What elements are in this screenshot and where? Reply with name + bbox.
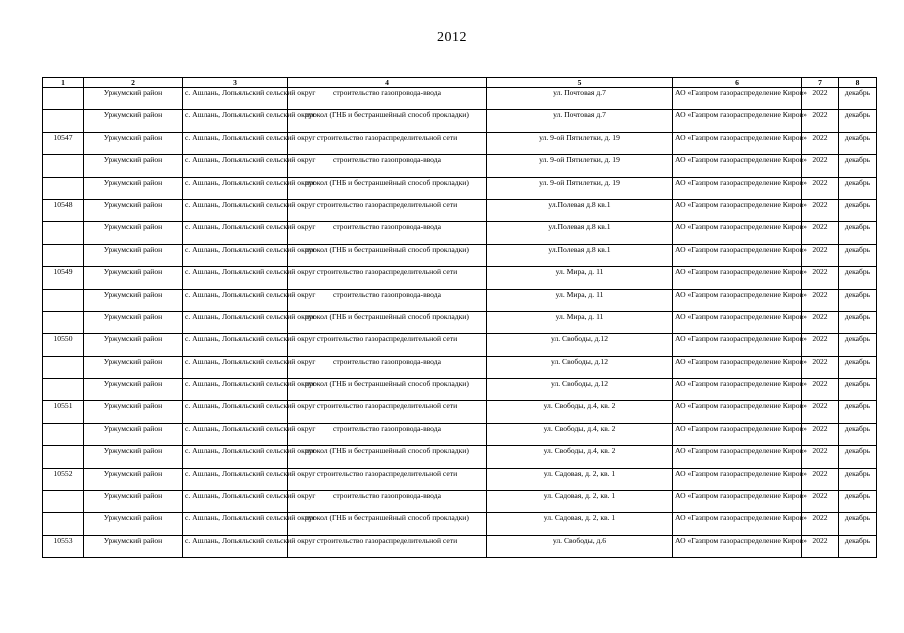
organization-cell: АО «Газпром газораспределение Киров» [673,88,802,110]
table-row [43,423,877,445]
work-type-cell: прокол (ГНБ и бестраншейный способ прокладки) [288,446,487,468]
settlement-cell: с. Ашлань, Лопьяльский сельский округ [183,423,288,445]
row-number-cell: 10548 [43,199,84,221]
year-cell: 2022 [802,513,839,535]
work-type-cell: строительство газопровода-ввода [288,88,487,110]
address-cell: ул. Свободы, д.4, кв. 2 [487,401,673,423]
organization-cell: АО «Газпром газораспределение Киров» [673,535,802,557]
organization-cell: АО «Газпром газораспределение Киров» [673,289,802,311]
row-number-cell [43,289,84,311]
organization-cell: АО «Газпром газораспределение Киров» [673,491,802,513]
work-type-cell: прокол (ГНБ и бестраншейный способ прокладки) [288,177,487,199]
year-cell: 2022 [802,155,839,177]
district-cell: Уржумский район [84,88,183,110]
month-cell: декабрь [839,311,877,333]
header-cell-7: 7 [802,78,839,88]
month-cell: декабрь [839,244,877,266]
organization-cell: АО «Газпром газораспределение Киров» [673,401,802,423]
district-cell: Уржумский район [84,244,183,266]
row-number-cell: 10553 [43,535,84,557]
month-cell: декабрь [839,379,877,401]
row-number-cell [43,222,84,244]
organization-cell: АО «Газпром газораспределение Киров» [673,311,802,333]
work-type-cell: прокол (ГНБ и бестраншейный способ прокладки) [288,379,487,401]
work-type-cell: строительство газопровода-ввода [288,491,487,513]
work-type-cell: строительство газораспределительной сети [288,267,487,289]
settlement-cell: с. Ашлань, Лопьяльский сельский округ [183,379,288,401]
year-cell: 2022 [802,88,839,110]
settlement-cell: с. Ашлань, Лопьяльский сельский округ [183,513,288,535]
table-body [43,88,877,558]
table-row [43,244,877,266]
year-cell: 2022 [802,110,839,132]
address-cell: ул. Свободы, д.4, кв. 2 [487,423,673,445]
settlement-cell: с. Ашлань, Лопьяльский сельский округ [183,401,288,423]
table-row [43,513,877,535]
table-row [43,88,877,110]
month-cell: декабрь [839,491,877,513]
table-row [43,199,877,221]
settlement-cell: с. Ашлань, Лопьяльский сельский округ [183,199,288,221]
organization-cell: АО «Газпром газораспределение Киров» [673,267,802,289]
year-cell: 2022 [802,199,839,221]
year-cell: 2022 [802,267,839,289]
settlement-cell: с. Ашлань, Лопьяльский сельский округ [183,110,288,132]
month-cell: декабрь [839,88,877,110]
address-cell: ул. Садовая, д. 2, кв. 1 [487,468,673,490]
settlement-cell: с. Ашлань, Лопьяльский сельский округ [183,222,288,244]
header-cell-6: 6 [673,78,802,88]
month-cell: декабрь [839,423,877,445]
settlement-cell: с. Ашлань, Лопьяльский сельский округ [183,177,288,199]
year-cell: 2022 [802,177,839,199]
year-cell: 2022 [802,401,839,423]
year-cell: 2022 [802,535,839,557]
year-cell: 2022 [802,491,839,513]
work-type-cell: строительство газораспределительной сети [288,199,487,221]
organization-cell: АО «Газпром газораспределение Киров» [673,110,802,132]
settlement-cell: с. Ашлань, Лопьяльский сельский округ [183,334,288,356]
header-row [43,78,877,88]
work-type-cell: прокол (ГНБ и бестраншейный способ прокладки) [288,311,487,333]
work-type-cell: строительство газопровода-ввода [288,289,487,311]
month-cell: декабрь [839,356,877,378]
month-cell: декабрь [839,513,877,535]
work-type-cell: строительство газопровода-ввода [288,222,487,244]
table-row [43,311,877,333]
organization-cell: АО «Газпром газораспределение Киров» [673,446,802,468]
settlement-cell: с. Ашлань, Лопьяльский сельский округ [183,132,288,154]
district-cell: Уржумский район [84,222,183,244]
district-cell: Уржумский район [84,446,183,468]
row-number-cell [43,513,84,535]
row-number-cell [43,446,84,468]
address-cell: ул. Свободы, д.12 [487,379,673,401]
district-cell: Уржумский район [84,356,183,378]
settlement-cell: с. Ашлань, Лопьяльский сельский округ [183,491,288,513]
work-type-cell: прокол (ГНБ и бестраншейный способ прокладки) [288,110,487,132]
organization-cell: АО «Газпром газораспределение Киров» [673,423,802,445]
organization-cell: АО «Газпром газораспределение Киров» [673,132,802,154]
work-type-cell: строительство газораспределительной сети [288,401,487,423]
district-cell: Уржумский район [84,177,183,199]
header-cell-2: 2 [84,78,183,88]
header-cell-1: 1 [43,78,84,88]
organization-cell: АО «Газпром газораспределение Киров» [673,379,802,401]
table-row [43,468,877,490]
district-cell: Уржумский район [84,132,183,154]
row-number-cell: 10552 [43,468,84,490]
row-number-cell [43,356,84,378]
table-row [43,535,877,557]
month-cell: декабрь [839,446,877,468]
district-cell: Уржумский район [84,423,183,445]
page-number: 2012 [437,30,467,45]
row-number-cell [43,88,84,110]
header-cell-5: 5 [487,78,673,88]
district-cell: Уржумский район [84,513,183,535]
organization-cell: АО «Газпром газораспределение Киров» [673,155,802,177]
address-cell: ул. Свободы, д.12 [487,334,673,356]
work-type-cell: строительство газораспределительной сети [288,535,487,557]
address-cell: ул. Садовая, д. 2, кв. 1 [487,491,673,513]
address-cell: ул. Садовая, д. 2, кв. 1 [487,513,673,535]
work-type-cell: строительство газораспределительной сети [288,334,487,356]
table-row [43,446,877,468]
settlement-cell: с. Ашлань, Лопьяльский сельский округ [183,88,288,110]
district-cell: Уржумский район [84,401,183,423]
row-number-cell [43,311,84,333]
address-cell: ул.Полевая д.8 кв.1 [487,244,673,266]
settlement-cell: с. Ашлань, Лопьяльский сельский округ [183,446,288,468]
year-cell: 2022 [802,379,839,401]
address-cell: ул. Мира, д. 11 [487,267,673,289]
settlement-cell: с. Ашлань, Лопьяльский сельский округ [183,289,288,311]
work-type-cell: строительство газопровода-ввода [288,423,487,445]
month-cell: декабрь [839,267,877,289]
address-cell: ул. Почтовая д.7 [487,110,673,132]
table-row [43,334,877,356]
address-cell: ул. Свободы, д.6 [487,535,673,557]
header-cell-4: 4 [288,78,487,88]
district-cell: Уржумский район [84,379,183,401]
work-type-cell: прокол (ГНБ и бестраншейный способ прокладки) [288,513,487,535]
table-row [43,401,877,423]
district-cell: Уржумский район [84,535,183,557]
row-number-cell: 10549 [43,267,84,289]
row-number-cell: 10551 [43,401,84,423]
month-cell: декабрь [839,110,877,132]
row-number-cell: 10550 [43,334,84,356]
address-cell: ул. Мира, д. 11 [487,311,673,333]
month-cell: декабрь [839,289,877,311]
row-number-cell [43,379,84,401]
district-cell: Уржумский район [84,267,183,289]
district-cell: Уржумский район [84,110,183,132]
organization-cell: АО «Газпром газораспределение Киров» [673,513,802,535]
year-cell: 2022 [802,244,839,266]
address-cell: ул.Полевая д.8 кв.1 [487,222,673,244]
organization-cell: АО «Газпром газораспределение Киров» [673,244,802,266]
address-cell: ул. Свободы, д.4, кв. 2 [487,446,673,468]
row-number-cell [43,155,84,177]
table-row [43,155,877,177]
row-number-cell [43,110,84,132]
header-cell-8: 8 [839,78,877,88]
row-number-cell [43,177,84,199]
district-cell: Уржумский район [84,311,183,333]
month-cell: декабрь [839,468,877,490]
year-cell: 2022 [802,334,839,356]
month-cell: декабрь [839,222,877,244]
organization-cell: АО «Газпром газораспределение Киров» [673,177,802,199]
organization-cell: АО «Газпром газораспределение Киров» [673,468,802,490]
address-cell: ул. 9-ой Пятилетки, д. 19 [487,132,673,154]
settlement-cell: с. Ашлань, Лопьяльский сельский округ [183,311,288,333]
month-cell: декабрь [839,155,877,177]
year-cell: 2022 [802,468,839,490]
year-cell: 2022 [802,423,839,445]
organization-cell: АО «Газпром газораспределение Киров» [673,199,802,221]
month-cell: декабрь [839,535,877,557]
district-cell: Уржумский район [84,334,183,356]
work-type-cell: строительство газораспределительной сети [288,132,487,154]
row-number-cell [43,423,84,445]
district-cell: Уржумский район [84,155,183,177]
table-row [43,491,877,513]
year-cell: 2022 [802,446,839,468]
district-cell: Уржумский район [84,289,183,311]
row-number-cell: 10547 [43,132,84,154]
settlement-cell: с. Ашлань, Лопьяльский сельский округ [183,535,288,557]
table-row [43,356,877,378]
district-cell: Уржумский район [84,468,183,490]
address-cell: ул. Свободы, д.12 [487,356,673,378]
month-cell: декабрь [839,401,877,423]
table-row [43,267,877,289]
year-cell: 2022 [802,132,839,154]
settlement-cell: с. Ашлань, Лопьяльский сельский округ [183,244,288,266]
organization-cell: АО «Газпром газораспределение Киров» [673,334,802,356]
work-type-cell: строительство газораспределительной сети [288,468,487,490]
settlement-cell: с. Ашлань, Лопьяльский сельский округ [183,155,288,177]
address-cell: ул. 9-ой Пятилетки, д. 19 [487,177,673,199]
address-cell: ул. Мира, д. 11 [487,289,673,311]
month-cell: декабрь [839,199,877,221]
row-number-cell [43,491,84,513]
table-row [43,379,877,401]
settlement-cell: с. Ашлань, Лопьяльский сельский округ [183,468,288,490]
work-type-cell: строительство газопровода-ввода [288,356,487,378]
address-cell: ул.Полевая д.8 кв.1 [487,199,673,221]
district-cell: Уржумский район [84,199,183,221]
organization-cell: АО «Газпром газораспределение Киров» [673,356,802,378]
address-cell: ул. 9-ой Пятилетки, д. 19 [487,155,673,177]
organization-cell: АО «Газпром газораспределение Киров» [673,222,802,244]
year-cell: 2022 [802,289,839,311]
month-cell: декабрь [839,132,877,154]
address-cell: ул. Почтовая д.7 [487,88,673,110]
header-cell-3: 3 [183,78,288,88]
work-type-cell: строительство газопровода-ввода [288,155,487,177]
table-row [43,177,877,199]
table-row [43,110,877,132]
month-cell: декабрь [839,334,877,356]
register-table [42,77,877,558]
table-row [43,289,877,311]
settlement-cell: с. Ашлань, Лопьяльский сельский округ [183,267,288,289]
year-cell: 2022 [802,356,839,378]
year-cell: 2022 [802,311,839,333]
row-number-cell [43,244,84,266]
year-cell: 2022 [802,222,839,244]
table-row [43,132,877,154]
table-row [43,222,877,244]
district-cell: Уржумский район [84,491,183,513]
work-type-cell: прокол (ГНБ и бестраншейный способ прокладки) [288,244,487,266]
month-cell: декабрь [839,177,877,199]
settlement-cell: с. Ашлань, Лопьяльский сельский округ [183,356,288,378]
